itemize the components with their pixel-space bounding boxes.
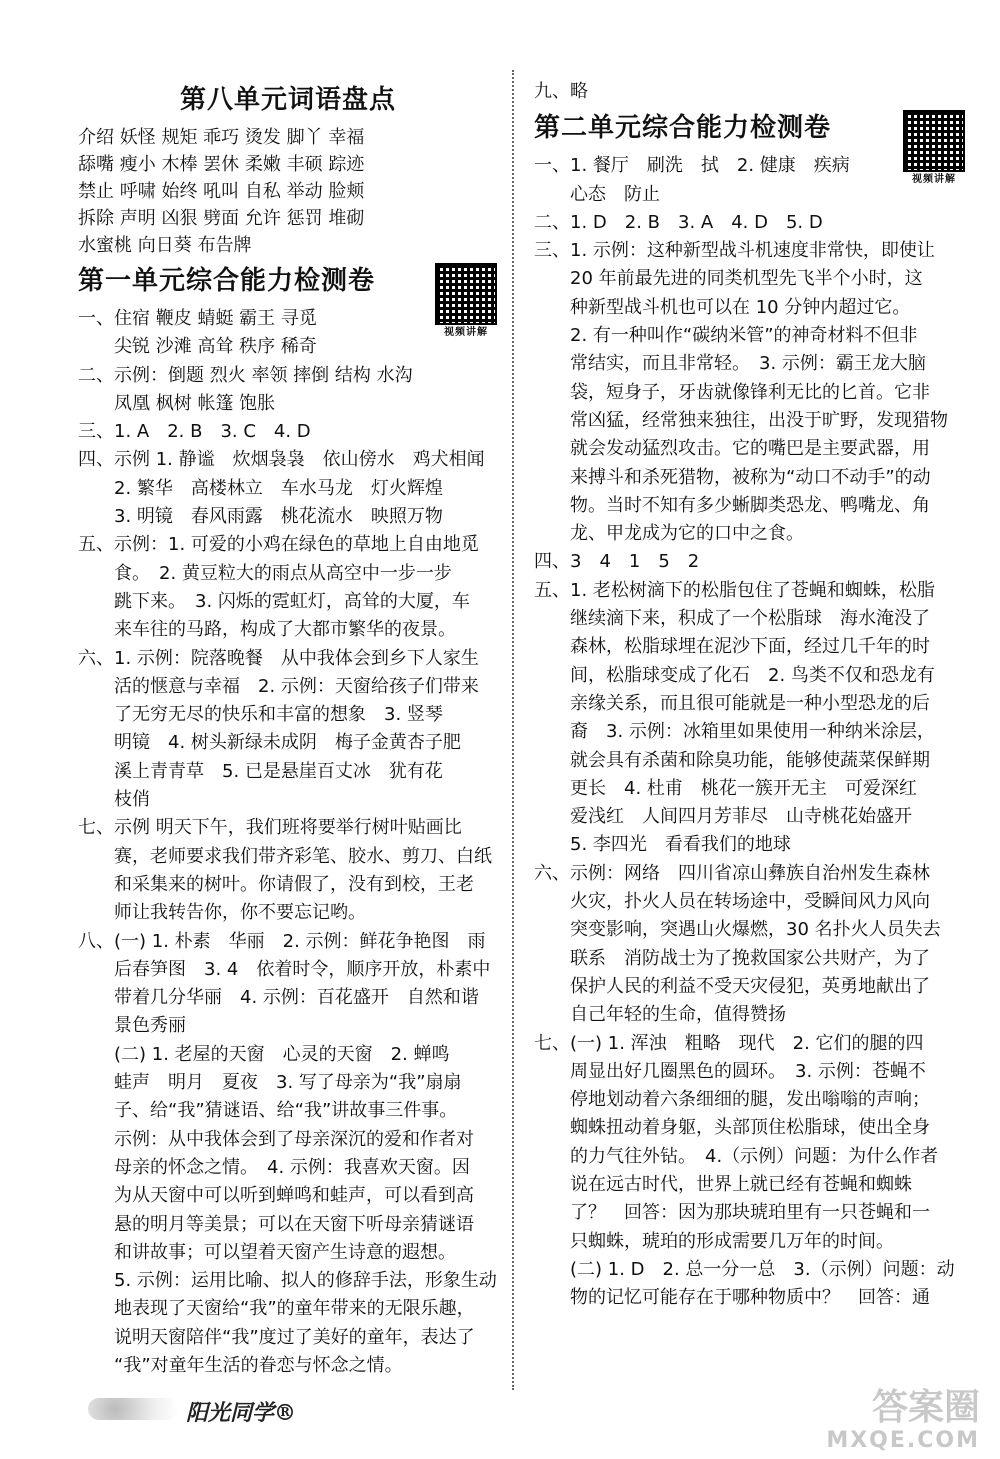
- answer-line: 突变影响，突遇山火爆燃，30 名扑火人员失去: [534, 919, 941, 941]
- answer-line: 火灾，扑火人员在转场途中，受瞬间风力风向: [534, 891, 930, 913]
- right-column: [534, 78, 966, 1312]
- answer-line: 尖锐 沙滩 高耸 秩序 稀奇: [78, 336, 317, 358]
- answer-line: 六、1. 示例：院落晚餐 从中我体会到乡下人家生: [78, 647, 479, 669]
- answer-line: 枝俏: [78, 789, 150, 811]
- answer-line: 母亲的怀念之情。 4. 示例：我喜欢天窗。因: [78, 1156, 470, 1178]
- answer-line: 子、给“我”猜谜语、给“我”讲故事三件事。: [78, 1100, 458, 1122]
- answer-line: 七、(一) 1. 浑浊 粗略 现代 2. 它们的腿的四: [534, 1032, 924, 1054]
- answer-line: 地表现了天窗给“我”的童年带来的无限乐趣，: [78, 1298, 475, 1320]
- answer-line: 亲缘关系，而且很可能就是一种小型恐龙的后: [534, 692, 930, 714]
- answer-line: 心态 防止: [534, 183, 660, 205]
- answer-line: 只蜘蛛，琥珀的形成需要几万年的时间。: [534, 1230, 894, 1252]
- unit2-answers: [534, 152, 966, 1312]
- answer-line: 停地划动着六条细细的腿，发出嗡嗡的声响；: [534, 1089, 930, 1111]
- unit8-word-list: [78, 124, 498, 259]
- answer-line: 六、示例：网络 四川省凉山彝族自治州发生森林: [534, 862, 930, 884]
- answer-line: (二) 1. D 2. 总一分一总 3.（示例）问题：动: [534, 1258, 955, 1280]
- answer-line: 溪上青青草 5. 已是悬崖百丈冰 犹有花: [78, 760, 443, 782]
- answer-line: 和采集来的树叶。你请假了，没有到校，王老: [78, 873, 474, 895]
- unit1-qr-block: [434, 263, 498, 339]
- answer-line: 八、(一) 1. 朴素 华丽 2. 示例：鲜花争艳图 雨: [78, 930, 486, 952]
- answer-line: 物。当时不知有多少蜥脚类恐龙、鸭嘴龙、角: [534, 494, 930, 516]
- unit2-qr-block: [902, 110, 966, 186]
- answer-line: 保护人民的利益不受天灾侵犯，英勇地献出了: [534, 975, 930, 997]
- column-divider: [512, 70, 514, 1390]
- answer-line: 一、1. 餐厅 刷洗 拭 2. 健康 疾病: [534, 155, 850, 177]
- qr-caption: 视频讲解: [912, 174, 956, 186]
- answer-line: 五、1. 老松树滴下的松脂包住了苍蝇和蜘蛛，松脂: [534, 579, 935, 601]
- left-column: [78, 78, 498, 1380]
- answer-line: 种新型战斗机也可以在 10 分钟内超过它。: [534, 296, 911, 318]
- answer-line: (二) 1. 老屋的天窗 心灵的天窗 2. 蝉鸣: [78, 1043, 450, 1065]
- answer-line: 明镜 4. 树头新绿未成阴 梅子金黄杏子肥: [78, 732, 461, 754]
- answer-line: 森林，松脂球埋在泥沙下面，经过几千年的时: [534, 636, 930, 658]
- answer-line: 的力气往外钻。 4.（示例）问题：为什么作者: [534, 1145, 939, 1167]
- answer-line: 蜘蛛扭动着身躯，头部顶住松脂球，使出全身: [534, 1117, 930, 1139]
- answer-line: 四、3 4 1 5 2: [534, 551, 700, 573]
- answer-line: 跳下来。 3. 闪烁的霓虹灯，高耸的大厦，车: [78, 590, 470, 612]
- word-row: 舔嘴 瘦小 木棒 罢休 柔嫩 丰硕 踪迹: [78, 154, 365, 175]
- answer-line: 了无穷无尽的快乐和丰富的想象 3. 竖琴: [78, 704, 443, 726]
- answer-line: 后春笋图 3. 4 依着时令，顺序开放，朴素中: [78, 958, 491, 980]
- answer-line: 爱浅红 人间四月芳菲尽 山寺桃花始盛开: [534, 806, 912, 828]
- answer-line: “我”对童年生活的眷恋与怀念之情。: [78, 1354, 403, 1376]
- unit8-title: 第八单元词语盘点: [179, 85, 396, 115]
- answer-line: 活的惬意与幸福 2. 示例：天窗给孩子们带来: [78, 675, 479, 697]
- unit1-title: 第一单元综合能力检测卷: [78, 266, 376, 296]
- watermark-url: MXQE.COM: [826, 1428, 980, 1453]
- unit1-answers: [78, 305, 498, 1380]
- answer-line: 带着几分华丽 4. 示例：百花盛开 自然和谐: [78, 987, 479, 1009]
- word-row: 介绍 妖怪 规矩 乖巧 烫发 脚丫 幸福: [78, 127, 365, 148]
- answer-line: 来车往的马路，构成了大都市繁华的夜景。: [78, 619, 456, 641]
- answer-line: 师让我转告你，你不要忘记哟。: [78, 902, 366, 924]
- qr-code-icon[interactable]: [435, 263, 497, 325]
- word-row: 拆除 声明 凶狠 劈面 允许 惩罚 堆砌: [78, 208, 365, 229]
- answer-line: 了？ 回答：因为那块琥珀里有一只苍蝇和一: [534, 1202, 930, 1224]
- answer-line: 景色秀丽: [78, 1015, 186, 1037]
- answer-line: 七、示例 明天下午，我们班将要举行树叶贴画比: [78, 817, 462, 839]
- answer-line: 蛙声 明月 夏夜 3. 写了母亲为“我”扇扇: [78, 1072, 462, 1094]
- answer-line: 裔 3. 示例：冰箱里如果使用一种纳米涂层，: [534, 721, 935, 743]
- answer-line: 5. 示例：运用比喻、拟人的修辞手法，形象生动: [78, 1270, 497, 1292]
- word-row: 禁止 呼啸 始终 吼叫 自私 举动 脸颊: [78, 181, 365, 202]
- answer-line: 5. 李四光 看看我们的地球: [534, 834, 791, 856]
- answer-line: 常结实，而且非常轻。 3. 示例：霸王龙大脑: [534, 353, 926, 375]
- answer-line: 说在远古时代，世界上就已经有苍蝇和蜘蛛: [534, 1173, 912, 1195]
- answer-line: 三、1. A 2. B 3. C 4. D: [78, 421, 311, 443]
- answer-line: 联系 消防战士为了挽救国家公共财产，为了: [534, 947, 930, 969]
- answer-line: 食。 2. 黄豆粒大的雨点从高空中一步一步: [78, 562, 452, 584]
- answer-line: 和讲故事；可以望着天窗产生诗意的遐想。: [78, 1241, 456, 1263]
- answer-line: 物的记忆可能存在于哪种物质中？ 回答：通: [534, 1287, 930, 1309]
- answer-line: 示例：从中我体会到了母亲深沉的爱和作者对: [78, 1128, 474, 1150]
- answer-line: 赛，老师要求我们带齐彩笔、胶水、剪刀、白纸: [78, 845, 492, 867]
- word-row: 水蜜桃 向日葵 布告牌: [78, 235, 252, 256]
- answer-line: 继续滴下来，积成了一个松脂球 海水淹没了: [534, 608, 930, 630]
- answer-line: 凤凰 枫树 帐篷 饱胀: [78, 392, 276, 414]
- answer-line: 来搏斗和杀死猎物，被称为“动口不动手”的动: [534, 466, 931, 488]
- answer-line: 九、略: [534, 81, 588, 102]
- answer-line: 三、1. 示例：这种新型战斗机速度非常快，即使让: [534, 240, 935, 262]
- answer-line: 龙、甲龙成为它的口中之食。: [534, 523, 804, 545]
- answer-line: 二、示例：倒题 烈火 率领 摔倒 结构 水沟: [78, 364, 413, 386]
- site-watermark: [820, 1388, 980, 1453]
- answer-line: 四、示例 1. 静谧 炊烟袅袅 依山傍水 鸡犬相闻: [78, 449, 485, 471]
- right-top-line: [534, 78, 966, 106]
- watermark-text: 答案圈: [871, 1387, 980, 1428]
- answer-line: 自己年轻的生命，值得赞扬: [534, 1004, 786, 1026]
- qr-caption: 视频讲解: [444, 327, 488, 338]
- answer-line: 二、1. D 2. B 3. A 4. D 5. D: [534, 211, 823, 233]
- answer-line: 更长 4. 杜甫 桃花一簇开无主 可爱深红: [534, 777, 917, 799]
- footer-decoration: [88, 1398, 178, 1420]
- publisher-logo: 阳光同学®: [186, 1400, 297, 1426]
- answer-line: 一、住宿 鞭皮 蜻蜓 霸王 寻觅: [78, 308, 317, 329]
- qr-code-icon[interactable]: [903, 110, 965, 172]
- answer-line: 袋，短身子，牙齿就像锋利无比的匕首。它非: [534, 381, 930, 403]
- answer-line: 悬的明月等美景；可以在天窗下听母亲猜谜语: [78, 1213, 474, 1235]
- answer-line: 常凶猛，经常独来独往，出没于旷野，发现猎物: [534, 409, 948, 431]
- answer-line: 五、示例：1. 可爱的小鸡在绿色的草地上自由地觅: [78, 534, 479, 556]
- answer-line: 2. 有一种叫作“碳纳米管”的神奇材料不但非: [534, 325, 918, 347]
- unit2-title: 第二单元综合能力检测卷: [534, 113, 832, 144]
- answer-line: 说明天窗陪伴“我”度过了美好的童年，表达了: [78, 1326, 475, 1348]
- answer-line: 3. 明镜 春风雨露 桃花流水 映照万物: [78, 506, 443, 528]
- answer-line: 2. 繁华 高楼林立 车水马龙 灯火辉煌: [78, 477, 443, 499]
- answer-line: 周显出好几圈黑色的圆环。 3. 示例：苍蝇不: [534, 1060, 926, 1082]
- answer-line: 间，松脂球变成了化石 2. 鸟类不仅和恐龙有: [534, 664, 935, 686]
- answer-line: 为从天窗中可以听到蝉鸣和蛙声，可以看到高: [78, 1185, 474, 1207]
- answer-line: 20 年前最先进的同类机型先飞半个小时，这: [534, 268, 923, 290]
- answer-line: 就会发动猛烈攻击。它的嘴巴是主要武器，用: [534, 438, 930, 460]
- answer-line: 就会具有杀菌和除臭功能，能够使蔬菜保鲜期: [534, 749, 930, 771]
